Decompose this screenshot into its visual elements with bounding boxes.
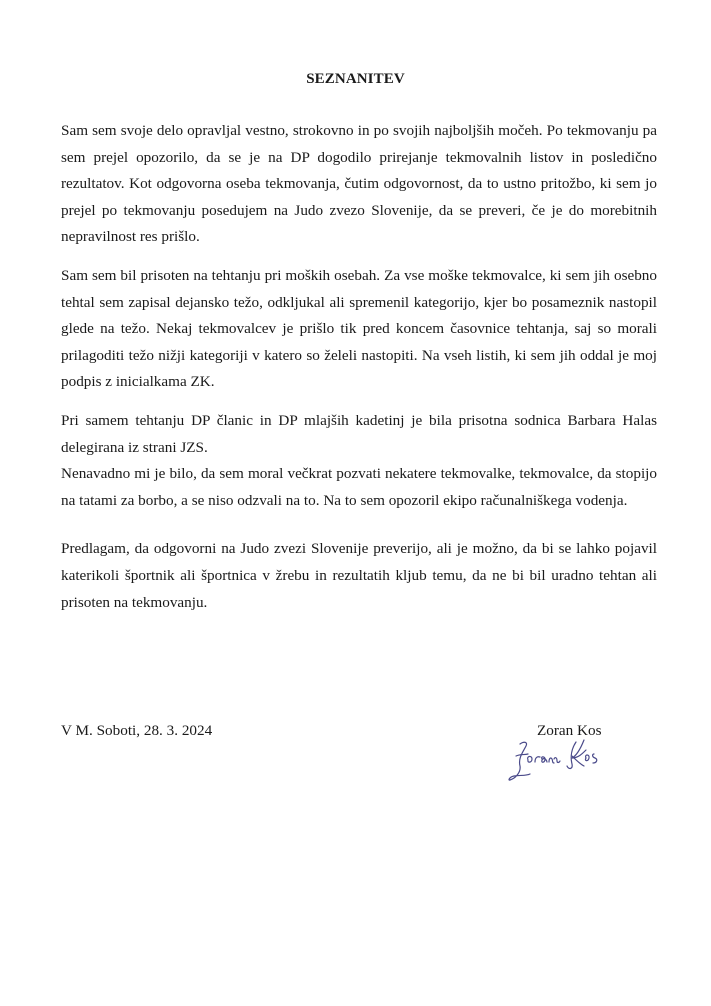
document-body [61, 118, 657, 616]
signer-name: Zoran Kos [537, 722, 602, 739]
handwritten-signature-icon [506, 736, 626, 786]
paragraph-2: Sam sem bil prisoten na tehtanju pri moških osebah. Za vse moške tekmovalce, ki sem jih osebno tehtal sem zapisal dejansko težo, odkljukal ali spremenil kategorijo, kjer bo posameznik nastopil glede na težo. Nekaj tekmovalcev je prišlo tik pred koncem časovnice tehtanja, saj so morali prilagoditi težo nižji kategoriji v katero so želeli nastopiti. Na vseh listih, ki sem jih oddal je moj podpis z inicialkama ZK. [61, 266, 657, 391]
document-title: SEZNANITEV [306, 71, 405, 87]
paragraph-1: Sam sem svoje delo opravljal vestno, strokovno in po svojih najboljših močeh. Po tekmovanju pa sem prejel opozorilo, da se je na DP dogodilo prirejanje tekmovalnih listov in posledično rezultatov. Kot odgovorna oseba tekmovanja, čutim odgovornost, da to ustno pritožbo, ki sem jo prejel po tekmovanju posedujem na Judo zvezo Slovenije, da se preveri, če je do morebitnih nepravilnost res prišlo. [61, 122, 657, 246]
place-date: V M. Soboti, 28. 3. 2024 [61, 722, 213, 739]
paragraph-4: Nenavadno mi je bilo, da sem moral večkrat pozvati nekatere tekmovalke, tekmovalce, da stopijo na tatami za borbo, a se niso odzvali na to. Na to sem opozoril ekipo računalniškega vodenja. [61, 465, 657, 509]
paragraph-3: Pri samem tehtanju DP članic in DP mlajših kadetinj je bila prisotna sodnica Barbara Halas delegirana iz strani JZS. [61, 411, 657, 456]
paragraph-5: Predlagam, da odgovorni na Judo zvezi Slovenije preverijo, ali je možno, da bi se lahko pojavil katerikoli športnik ali športnica v žrebu in rezultatih kljub temu, da ne bi bil uradno tehtan ali prisoten na tekmovanju. [61, 540, 657, 611]
